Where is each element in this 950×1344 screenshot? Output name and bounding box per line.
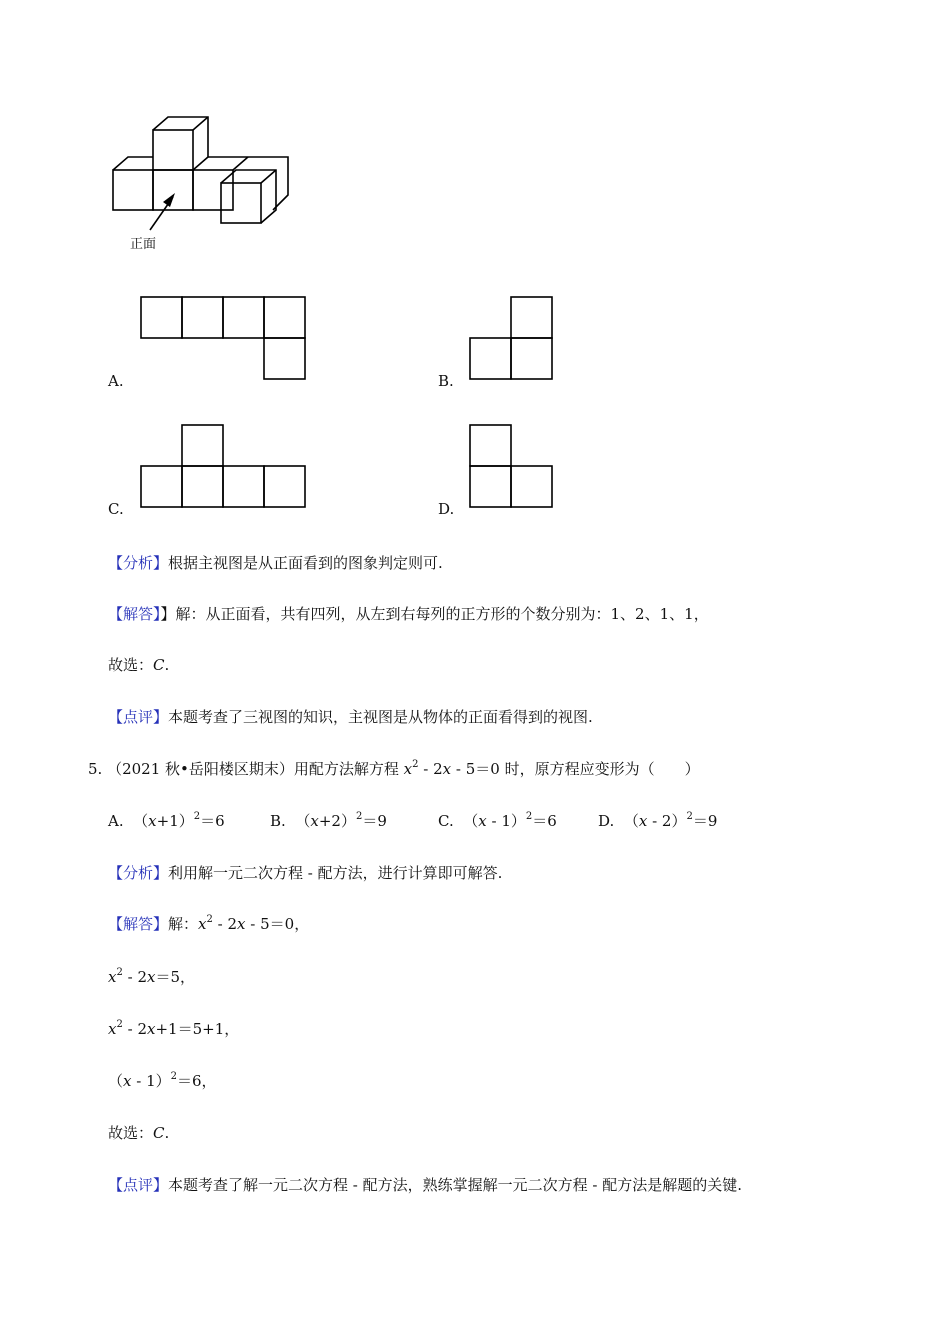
q5-stem [88, 758, 700, 779]
q4-analysis [108, 552, 443, 573]
choice-prefix: 故选： [108, 1124, 154, 1142]
question-number: 5. [88, 760, 103, 778]
q5-step-2 [108, 1018, 239, 1039]
option-label: C. [438, 812, 454, 830]
var-x: x [638, 812, 648, 830]
option-b-figure [469, 296, 559, 386]
solution-tag: 【解答】 [108, 915, 169, 933]
expr-end: +1＝5+1， [155, 1020, 240, 1038]
comment-text: 本题考查了解一元二次方程 - 配方法，熟练掌握解一元二次方程 - 配方法是解题的关键. [168, 1176, 742, 1194]
expr: - 2 [122, 1020, 147, 1038]
paren: （ [623, 812, 639, 830]
expr: +1） [156, 812, 194, 830]
option-c-figure [140, 424, 310, 514]
expr: - 2 [212, 915, 238, 933]
comment-tag: 【点评】 [108, 1176, 169, 1194]
q5-option-d [598, 810, 717, 831]
var-x: x [147, 1020, 156, 1038]
var-x: x [148, 812, 157, 830]
q5-step-3 [108, 1070, 217, 1091]
expr-end: ＝6 [200, 812, 225, 830]
solution-text: 】解：从正面看，共有四列，从左到右每列的正方形的个数分别为：1、2、1、1， [160, 605, 709, 623]
analysis-text: 根据主视图是从正面看到的图象判定则可. [168, 554, 443, 572]
var-x: x [478, 812, 487, 830]
choice-suffix: . [164, 1124, 170, 1142]
question-text: （2021 秋•岳阳楼区期末）用配方法解方程 [107, 760, 404, 778]
exponent: 2 [170, 1071, 178, 1082]
comment-tag: 【点评】 [108, 708, 169, 726]
exponent: 2 [355, 811, 363, 822]
paren: （ [108, 1072, 124, 1090]
paren: （ [133, 812, 149, 830]
option-d-figure [469, 424, 559, 514]
var-x: x [147, 968, 156, 986]
q4-comment [108, 706, 593, 727]
solution-text: 解： [168, 915, 199, 933]
exponent: 2 [525, 811, 533, 822]
choice-prefix: 故选： [108, 656, 154, 674]
q5-comment [108, 1174, 742, 1195]
q5-option-b [270, 810, 387, 831]
exponent: 2 [116, 967, 123, 978]
expr-end: ＝6， [177, 1072, 217, 1090]
paren: （ [295, 812, 311, 830]
paren: （ [463, 812, 479, 830]
eq-part: - 2 [418, 760, 443, 778]
option-b-label: B. [438, 372, 454, 390]
expr: - 1） [131, 1072, 171, 1090]
var-x: x [108, 968, 117, 986]
option-a-figure [140, 296, 310, 386]
var-x: x [403, 760, 413, 778]
expr-end: ＝5， [155, 968, 196, 986]
q5-solution [108, 913, 309, 934]
exponent: 2 [206, 914, 213, 925]
expr: +2） [318, 812, 356, 830]
expr: - 2） [647, 812, 687, 830]
var-x: x [442, 760, 452, 778]
expr: - 1） [486, 812, 526, 830]
expr-end: ＝9 [362, 812, 387, 830]
expr-end: ＝9 [692, 812, 718, 830]
q5-step-1 [108, 966, 195, 987]
expr-end: - 5＝0， [245, 915, 310, 933]
var-x: x [123, 1072, 132, 1090]
front-label: 正面 [130, 237, 157, 252]
var-x: x [108, 1020, 117, 1038]
q5-analysis [108, 862, 502, 883]
exponent: 2 [686, 811, 693, 822]
analysis-tag: 【分析】 [108, 554, 169, 572]
cube-stack-figure [100, 110, 300, 230]
option-a-label: A. [108, 372, 124, 390]
var-x: x [237, 915, 246, 933]
choice-suffix: . [164, 656, 170, 674]
analysis-tag: 【分析】 [108, 864, 169, 882]
expr-end: ＝6 [532, 812, 557, 830]
option-label: A. [108, 812, 124, 830]
expr: - 2 [122, 968, 147, 986]
solution-tag: 【解答】 [108, 605, 161, 623]
comment-text: 本题考查了三视图的知识，主视图是从物体的正面看得到的视图. [168, 708, 593, 726]
analysis-text: 利用解一元二次方程 - 配方法，进行计算即可解答. [168, 864, 503, 882]
var-x: x [198, 915, 207, 933]
option-label: D. [598, 812, 615, 830]
choice-answer: C [153, 1124, 165, 1142]
exponent: 2 [116, 1019, 123, 1030]
option-d-label: D. [438, 500, 455, 518]
eq-tail: - 5＝0 时，原方程应变形为（ ） [451, 760, 700, 778]
exponent: 2 [412, 759, 419, 770]
q4-choice [108, 654, 169, 675]
option-c-label: C. [108, 500, 124, 518]
q5-choice [108, 1122, 169, 1143]
choice-answer: C [153, 656, 165, 674]
var-x: x [310, 812, 319, 830]
q5-option-a [108, 810, 225, 831]
q4-solution [108, 603, 709, 624]
exponent: 2 [193, 811, 201, 822]
q5-option-c [438, 810, 557, 831]
option-label: B. [270, 812, 286, 830]
